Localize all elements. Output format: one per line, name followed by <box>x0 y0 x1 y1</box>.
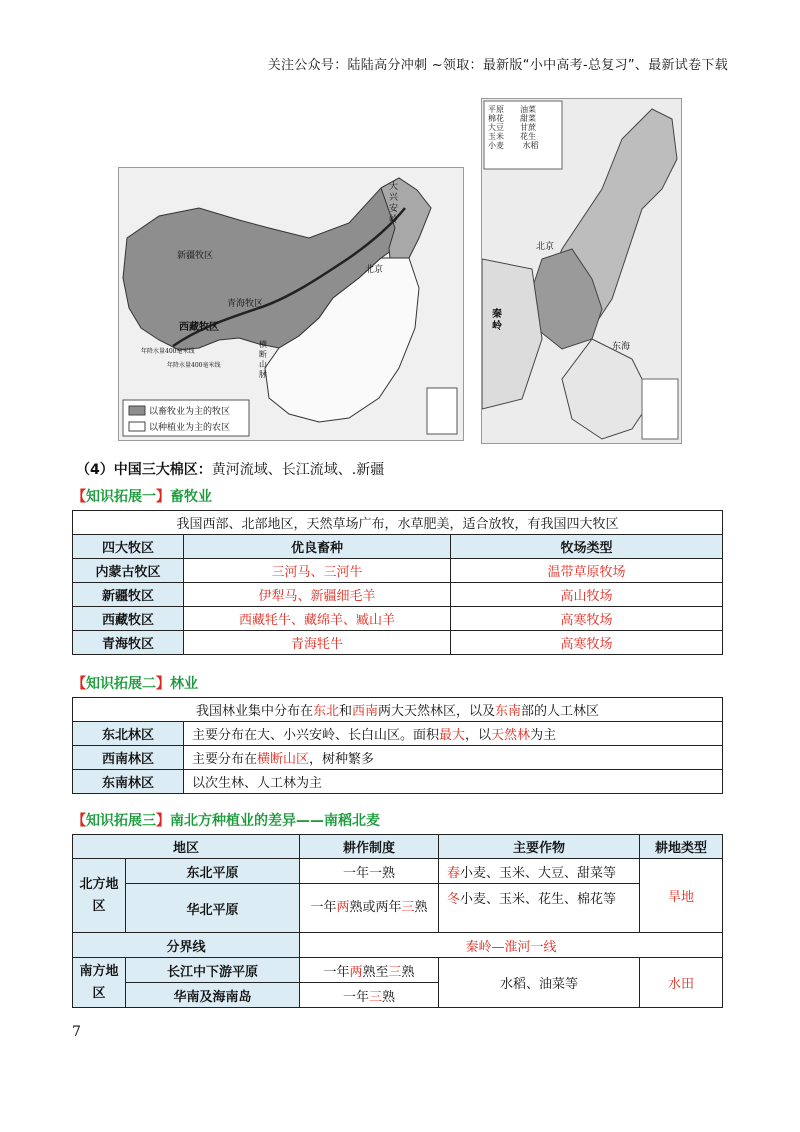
point4-label: （4）中国三大棉区： <box>76 462 212 478</box>
point4-content: 黄河流域、长江流域、.新疆 <box>211 462 385 478</box>
pasture-breed: 伊犁马、新疆细毛羊 <box>184 583 451 607</box>
pasture-type: 高寒牧场 <box>451 607 723 631</box>
text-red: 东南 <box>495 704 522 719</box>
section1-name: 知识拓展一 <box>86 489 156 505</box>
pasture-type: 高寒牧场 <box>451 631 723 655</box>
legend-item: 平原 <box>488 105 504 114</box>
land-type: 旱地 <box>640 859 723 933</box>
legend-pastoral: 以畜牧业为主的牧区 <box>149 407 231 417</box>
text: ，树种繁多 <box>309 752 375 767</box>
text: 熟 <box>414 900 428 915</box>
land-type: 水田 <box>640 958 723 1008</box>
bracket: 【 <box>72 813 86 829</box>
farming-table <box>72 834 723 1008</box>
table-row <box>73 607 723 631</box>
farming-system <box>300 983 439 1008</box>
bracket: 】 <box>156 676 170 692</box>
plain-name: 华北平原 <box>126 884 300 933</box>
label-hengduan: 横断山脉 <box>259 340 267 379</box>
text: 小麦、玉米、花生、棉花等 <box>460 892 617 907</box>
text-red: 两 <box>349 964 363 980</box>
section3-topic: 南北方种植业的差异——南稻北麦 <box>170 813 380 829</box>
page-number: 7 <box>72 1024 81 1040</box>
text: 熟或两年 <box>349 900 402 915</box>
south-label: 南方地区 <box>73 958 126 1008</box>
crop-map <box>481 98 682 444</box>
text: 和 <box>338 704 352 719</box>
forest-region: 东南林区 <box>73 770 184 794</box>
text-red: 横断山区 <box>257 752 310 767</box>
forest-region: 东北林区 <box>73 722 184 746</box>
bracket: 】 <box>156 813 170 829</box>
pasture-region: 青海牧区 <box>73 631 184 655</box>
header-cell: 耕地类型 <box>640 835 723 859</box>
pasture-type: 高山牧场 <box>451 583 723 607</box>
table-row <box>73 859 723 884</box>
label-qinghai: 青海牧区 <box>227 299 264 309</box>
crops <box>439 859 640 884</box>
forest-desc <box>184 770 723 794</box>
header-cell: 牧场类型 <box>451 535 723 559</box>
forest-table <box>72 697 723 794</box>
legend-item: 水稻 <box>522 141 539 150</box>
legend-item: 棉花 <box>488 114 504 123</box>
text-red: 春 <box>447 865 461 881</box>
plain-name: 长江中下游平原 <box>126 958 300 983</box>
label-xizang: 西藏牧区 <box>179 322 219 333</box>
table-row <box>73 933 723 958</box>
text: 一年 <box>343 989 370 1005</box>
text: 主要分布在大、小兴安岭、长白山区。面积 <box>192 728 440 743</box>
text-red: 三 <box>369 989 383 1005</box>
section3-title <box>72 810 380 830</box>
forest-desc <box>184 722 723 746</box>
legend-item: 甜菜 <box>520 114 536 123</box>
table-row <box>73 559 723 583</box>
text-red: 最大 <box>439 728 466 743</box>
table-row <box>73 631 723 655</box>
legend-agri: 以种植业为主的农区 <box>149 423 231 433</box>
text-red: 东北 <box>312 704 339 719</box>
text: ，以 <box>465 728 492 743</box>
text: 小麦、玉米、大豆、甜菜等 <box>460 865 617 881</box>
section3-name: 知识拓展三 <box>86 813 156 829</box>
legend-item: 玉米 <box>488 132 504 141</box>
text: 我国林业集中分布在 <box>195 704 313 719</box>
crop-map-graphic <box>482 99 681 443</box>
table-row <box>73 722 723 746</box>
pastoral-map <box>118 167 464 441</box>
legend-item: 花生 <box>520 132 536 141</box>
plain-name: 华南及海南岛 <box>126 983 300 1008</box>
pasture-region: 新疆牧区 <box>73 583 184 607</box>
bracket: 】 <box>156 489 170 505</box>
text-red: 天然林 <box>491 728 531 743</box>
pasture-region: 内蒙古牧区 <box>73 559 184 583</box>
table-row <box>73 583 723 607</box>
farming-system <box>300 859 439 884</box>
table-row <box>73 884 723 933</box>
header-cell: 主要作物 <box>439 835 640 859</box>
text: 熟 <box>382 989 396 1005</box>
section1-title <box>72 486 212 506</box>
label-xinjiang: 新疆牧区 <box>177 251 214 261</box>
pasture-type: 温带草原牧场 <box>451 559 723 583</box>
header-cell: 地区 <box>73 835 300 859</box>
table-row <box>73 770 723 794</box>
text-red: 两 <box>336 900 350 915</box>
label-qinling: 秦岭 <box>492 309 502 332</box>
text: 一年 <box>310 900 337 915</box>
pasture-intro: 我国西部、北部地区，天然草场广布，水草肥美，适合放牧，有我国四大牧区 <box>73 511 723 535</box>
text: 部的人工林区 <box>521 704 600 719</box>
label-rain1: 年降水量400毫米线 <box>141 348 195 355</box>
table-row <box>73 746 723 770</box>
pasture-region: 西藏牧区 <box>73 607 184 631</box>
legend-item: 甘蔗 <box>520 123 536 132</box>
text: 两大天然林区，以及 <box>378 704 496 719</box>
section2-name: 知识拓展二 <box>86 676 156 692</box>
pasture-breed: 青海牦牛 <box>184 631 451 655</box>
text-red: 冬 <box>447 892 461 907</box>
header-cell: 优良畜种 <box>184 535 451 559</box>
label-sea: 东海 <box>612 342 631 352</box>
forest-region: 西南林区 <box>73 746 184 770</box>
point4-line <box>76 459 384 479</box>
text: 一年一熟 <box>343 865 396 881</box>
pasture-breed: 三河马、三河牛 <box>184 559 451 583</box>
text: 以次生林、人工林为主 <box>192 776 323 791</box>
divider-value: 秦岭—淮河一线 <box>300 933 723 958</box>
page-header: 关注公众号：陆陆高分冲刺 ~领取：最新版“小中高考-总复习”、最新试卷下载 <box>267 58 728 73</box>
label-daxinganling: 大兴安岭 <box>389 182 399 225</box>
farming-system <box>300 884 439 933</box>
crops: 水稻、油菜等 <box>439 958 640 1008</box>
header-cell: 耕作制度 <box>300 835 439 859</box>
farming-system <box>300 958 439 983</box>
text: 主要分布在 <box>192 752 258 767</box>
legend-item: 小麦 <box>488 141 504 150</box>
label-beijing-left: 北京 <box>365 265 384 275</box>
section2-topic: 林业 <box>170 676 198 692</box>
section2-title <box>72 673 198 693</box>
text: 熟 <box>401 964 415 980</box>
table-row <box>73 958 723 983</box>
crops <box>439 884 640 933</box>
forest-intro <box>73 698 723 722</box>
text-red: 三 <box>388 964 402 980</box>
legend-item: 油菜 <box>520 105 536 114</box>
plain-name: 东北平原 <box>126 859 300 884</box>
header-cell: 四大牧区 <box>73 535 184 559</box>
divider-label: 分界线 <box>73 933 300 958</box>
crop-map-legend <box>488 105 558 150</box>
bracket: 【 <box>72 489 86 505</box>
label-beijing-right: 北京 <box>536 242 555 252</box>
bracket: 【 <box>72 676 86 692</box>
section1-topic: 畜牧业 <box>170 489 212 505</box>
pastoral-map-graphic <box>119 168 463 440</box>
forest-desc <box>184 746 723 770</box>
north-label: 北方地区 <box>73 859 126 933</box>
text: 为主 <box>530 728 557 743</box>
text: 熟至 <box>362 964 389 980</box>
pasture-table <box>72 510 723 655</box>
pasture-breed: 西藏牦牛、藏绵羊、臧山羊 <box>184 607 451 631</box>
label-rain2: 年降水量400毫米线 <box>167 362 221 369</box>
legend-item: 大豆 <box>488 123 504 132</box>
text-red: 三 <box>401 900 415 915</box>
text-red: 西南 <box>351 704 378 719</box>
text: 一年 <box>323 964 350 980</box>
